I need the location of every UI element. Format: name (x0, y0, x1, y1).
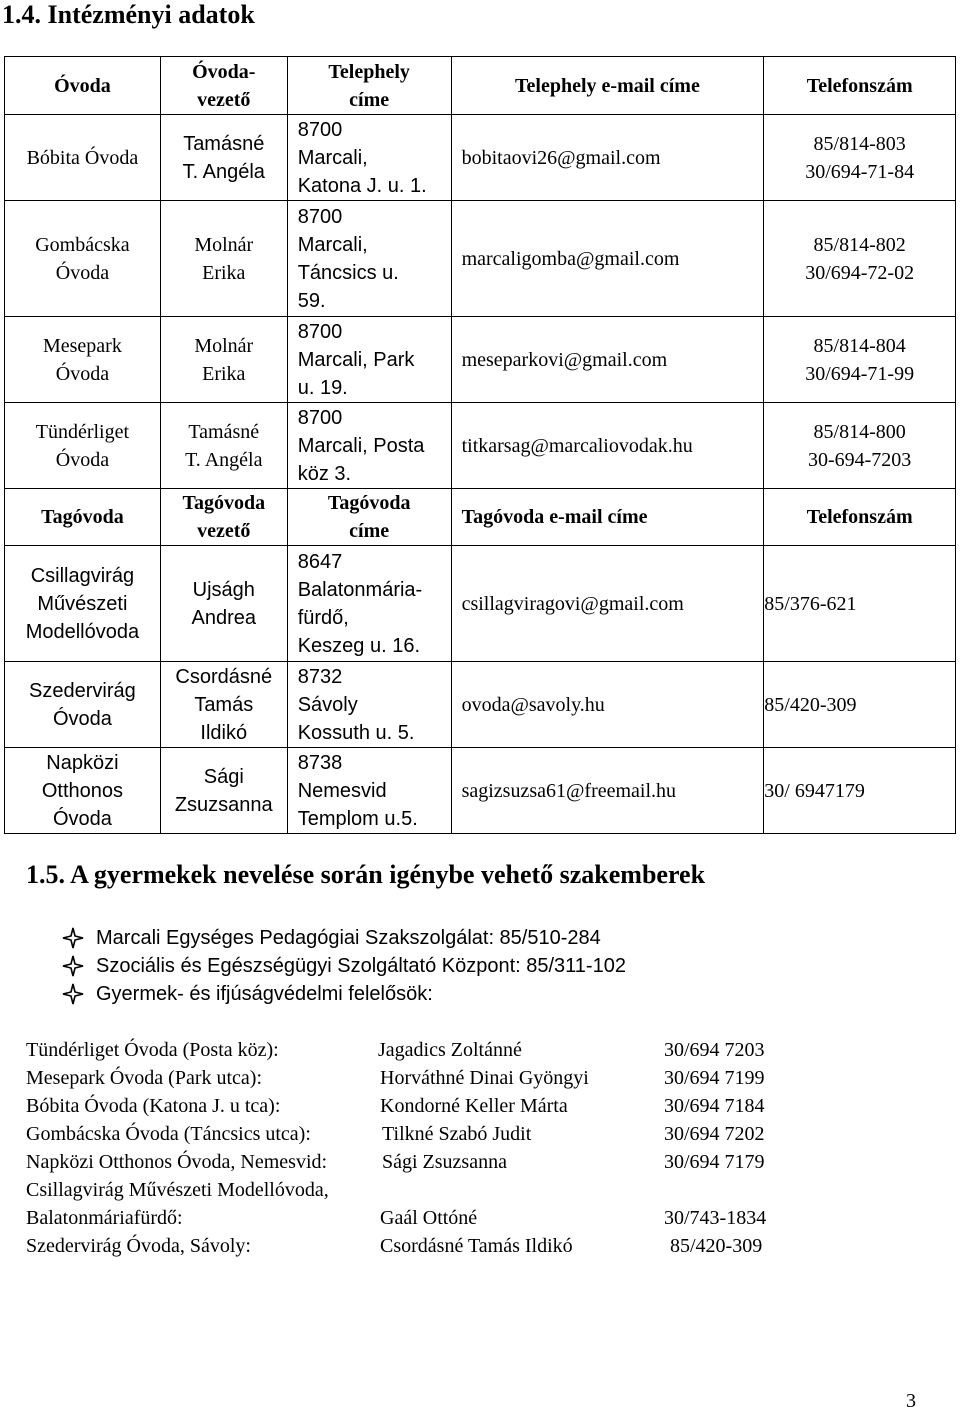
text-line: 85/420-309 (764, 693, 857, 716)
cell-ovoda (5, 403, 161, 489)
table-row (5, 546, 956, 662)
responsible-place: Szedervirág Óvoda, Sávoly: (26, 1235, 251, 1257)
text-line: Ujságh (192, 578, 255, 601)
responsible-person: Tilkné Szabó Judit (382, 1123, 532, 1145)
header-line: vezető (197, 88, 251, 111)
text-line: Napközi (46, 751, 119, 774)
text-line: Modellóvoda (25, 620, 140, 643)
text-line: 85/814-803 (813, 132, 906, 155)
cell-email: sagizsuzsa61@freemail.hu (451, 748, 764, 834)
header-line: Tagóvoda (182, 492, 266, 514)
cell-email: csillagviragovi@gmail.com (451, 546, 764, 662)
text-line: 8647 (297, 550, 343, 573)
cell-address (287, 115, 451, 201)
text-line: Szedervirág (29, 679, 136, 702)
cell-leader (160, 662, 287, 748)
text-line: fürdő, (297, 606, 349, 629)
header-line: Óvoda- (192, 60, 256, 83)
cell-address (287, 317, 451, 403)
text-line: Csillagvirág (30, 564, 135, 587)
text-line: Tamásné (183, 132, 265, 155)
text-line: Templom u.5. (297, 807, 418, 830)
header-line: címe (349, 520, 390, 542)
header-line: Telephely (328, 60, 410, 83)
text-line: Tamás (194, 693, 254, 716)
responsible-phone: 30/694 7203 (664, 1039, 765, 1061)
cell-ovoda (5, 115, 161, 201)
text-line: 8700 (297, 406, 343, 429)
text-line: Erika (202, 261, 246, 284)
header-tagovoda: Tagóvoda (5, 489, 161, 546)
text-line: Marcali, (297, 233, 368, 256)
header-ovoda: Óvoda (5, 57, 161, 115)
text-line: Bóbita Óvoda (26, 146, 139, 169)
cell-leader (160, 201, 287, 317)
header-ovodavezeto (160, 57, 287, 115)
header-tagovoda-cime (287, 489, 451, 546)
cell-phone (764, 317, 956, 403)
text-line: Otthonos (41, 779, 123, 802)
responsible-place: Csillagvirág Művészeti Modellóvoda, (26, 1179, 329, 1201)
section-title-szakemberek: 1.5. A gyermekek nevelése során igénybe vehető szakemberek (26, 860, 706, 889)
text-line: Ildikó (200, 721, 248, 744)
table-row (5, 201, 956, 317)
diamond-bullet-icon (62, 983, 84, 1005)
text-line: T. Angéla (182, 160, 265, 183)
responsible-person: Horváthné Dinai Gyöngyi (380, 1067, 589, 1089)
bullet-text: Marcali Egységes Pedagógiai Szakszolgálat: 85/510-284 (96, 927, 601, 949)
text-line: T. Angéla (185, 448, 263, 471)
text-line: 8700 (297, 320, 343, 343)
text-line: Kossuth u. 5. (297, 721, 415, 744)
institution-table (4, 56, 956, 834)
responsible-place: Tündérliget Óvoda (Posta köz): (26, 1039, 279, 1061)
cell-address (287, 662, 451, 748)
cell-ovoda (5, 317, 161, 403)
cell-leader (160, 403, 287, 489)
cell-address (287, 748, 451, 834)
text-line: Nemesvid (297, 779, 387, 802)
cell-email: ovoda@savoly.hu (451, 662, 764, 748)
cell-address (287, 403, 451, 489)
text-line: Óvoda (52, 707, 112, 730)
text-line: Andrea (191, 606, 257, 629)
cell-phone (764, 662, 956, 748)
bullet-text: Szociális és Egészségügyi Szolgáltató Központ: 85/311-102 (96, 955, 626, 977)
text-line: Óvoda (55, 362, 110, 385)
responsible-place: Mesepark Óvoda (Park utca): (26, 1067, 263, 1089)
cell-leader (160, 317, 287, 403)
cell-ovoda (5, 201, 161, 317)
cell-leader (160, 546, 287, 662)
responsible-place: Gombácska Óvoda (Táncsics utca): (26, 1123, 311, 1145)
text-line: Tamásné (188, 420, 260, 443)
cell-ovoda (5, 748, 161, 834)
responsible-person: Sági Zsuzsanna (382, 1151, 507, 1173)
cell-phone (764, 403, 956, 489)
text-line: köz 3. (297, 462, 352, 485)
responsible-phone: 85/420-309 (670, 1235, 763, 1257)
responsible-place: Balatonmáriafürdő: (26, 1207, 183, 1229)
cell-ovoda (5, 662, 161, 748)
text-line: Keszeg u. 16. (297, 634, 421, 657)
header-telefon: Telefonszám (764, 57, 956, 115)
text-line: 85/376-621 (764, 592, 857, 615)
table-row (5, 403, 956, 489)
header-email: Telephely e-mail címe (451, 57, 764, 115)
header-line: címe (349, 88, 390, 111)
text-line: 85/814-800 (813, 420, 906, 443)
diamond-bullet-icon (62, 955, 84, 977)
text-line: 30/694-71-84 (805, 160, 915, 183)
text-line: 85/814-804 (813, 334, 906, 357)
table-row (5, 662, 956, 748)
cell-phone (764, 546, 956, 662)
responsible-phone: 30/694 7202 (664, 1123, 765, 1145)
text-line: Óvoda (52, 807, 112, 830)
cell-phone (764, 115, 956, 201)
text-line: 30/694-72-02 (805, 261, 915, 284)
text-line: Balatonmária- (297, 578, 423, 601)
cell-ovoda (5, 546, 161, 662)
text-line: 59. (297, 289, 326, 312)
table-row (5, 748, 956, 834)
cell-address (287, 201, 451, 317)
cell-email: marcaligomba@gmail.com (451, 201, 764, 317)
text-line: Gombácska (35, 233, 130, 256)
responsible-place: Napközi Otthonos Óvoda, Nemesvid: (26, 1151, 328, 1173)
text-line: 8700 (297, 205, 343, 228)
cell-phone (764, 201, 956, 317)
responsible-phone: 30/694 7199 (664, 1067, 765, 1089)
cell-address (287, 546, 451, 662)
text-line: Molnár (194, 233, 254, 256)
text-line: 8700 (297, 118, 343, 141)
text-line: Óvoda (55, 261, 110, 284)
text-line: Tündérliget (35, 420, 130, 443)
text-line: 85/814-802 (813, 233, 906, 256)
text-line: Katona J. u. 1. (297, 174, 427, 197)
table-row (5, 115, 956, 201)
text-line: Táncsics u. (297, 261, 399, 284)
bullet-text: Gyermek- és ifjúságvédelmi felelősök: (96, 983, 433, 1005)
header-line: Tagóvoda (327, 492, 411, 514)
header-tagovoda-vezeto (160, 489, 287, 546)
section-title-intezmenyi-adatok: 1.4. Intézményi adatok (2, 0, 255, 29)
text-line: 8738 (297, 751, 343, 774)
text-line: Csordásné (175, 665, 273, 688)
cell-email: bobitaovi26@gmail.com (451, 115, 764, 201)
responsible-phone: 30/694 7184 (664, 1095, 765, 1117)
text-line: Marcali, (297, 146, 368, 169)
text-line: 30-694-7203 (807, 448, 912, 471)
cell-phone (764, 748, 956, 834)
text-line: Óvoda (55, 448, 110, 471)
text-line: Sávoly (297, 693, 358, 716)
diamond-bullet-icon (62, 927, 84, 949)
responsible-person: Kondorné Keller Márta (380, 1095, 568, 1117)
text-line: Marcali, Park (297, 348, 415, 371)
responsible-person: Jagadics Zoltánné (378, 1039, 522, 1061)
cell-email: meseparkovi@gmail.com (451, 317, 764, 403)
text-line: 30/694-71-99 (805, 362, 915, 385)
cell-leader (160, 115, 287, 201)
text-line: 30/ 6947179 (764, 779, 865, 802)
header-tagovoda-telefon: Telefonszám (764, 489, 956, 546)
page-number: 3 (906, 1390, 916, 1412)
text-line: Erika (202, 362, 246, 385)
table-row (5, 317, 956, 403)
text-line: Művészeti (37, 592, 128, 615)
responsible-phone: 30/694 7179 (664, 1151, 765, 1173)
header-tagovoda-email: Tagóvoda e-mail címe (451, 489, 764, 546)
text-line: u. 19. (297, 376, 348, 399)
table-subheader-row (5, 489, 956, 546)
text-line: Molnár (194, 334, 254, 357)
bullet-list (62, 924, 626, 1008)
text-line: Marcali, Posta (297, 434, 425, 457)
list-item (62, 924, 626, 952)
responsible-person: Csordásné Tamás Ildikó (380, 1235, 573, 1257)
responsible-phone: 30/743-1834 (664, 1207, 767, 1229)
list-item (62, 980, 626, 1008)
table-header-row (5, 57, 956, 115)
text-line: 8732 (297, 665, 343, 688)
list-item (62, 952, 626, 980)
text-line: Mesepark (42, 334, 122, 357)
text-line: Zsuzsanna (174, 793, 273, 816)
header-telephely (287, 57, 451, 115)
header-line: vezető (197, 520, 251, 542)
cell-email: titkarsag@marcaliovodak.hu (451, 403, 764, 489)
responsible-person: Gaál Ottóné (380, 1207, 478, 1229)
responsible-place: Bóbita Óvoda (Katona J. u tca): (26, 1095, 281, 1117)
cell-leader (160, 748, 287, 834)
text-line: Sági (203, 765, 244, 788)
